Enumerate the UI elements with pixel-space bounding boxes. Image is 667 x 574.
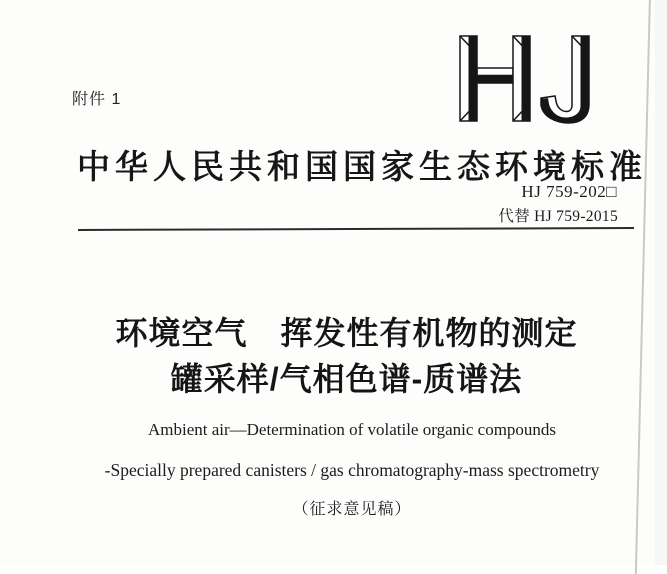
- header-rule: [78, 227, 634, 231]
- chinese-title-line1: 环境空气 挥发性有机物的测定: [115, 315, 578, 351]
- hj-logo: [450, 31, 595, 131]
- draft-status-note: （征求意见稿）: [292, 501, 412, 518]
- standard-number: HJ 759-202□: [521, 182, 617, 201]
- chinese-title: [13, 310, 667, 402]
- chinese-title-line2: 罐采样/气相色谱-质谱法: [170, 361, 523, 397]
- english-title-line2: -Specially prepared canisters / gas chromatography-mass spectrometry: [104, 460, 600, 480]
- attachment-label: 附件 1: [72, 91, 122, 108]
- english-title-line1: Ambient air—Determination of volatile organic compounds: [147, 420, 557, 439]
- standard-heading: 中华人民共和国国家生态环境标准: [77, 150, 647, 186]
- scan-edge-line: [635, 0, 651, 574]
- replaces-note: 代替 HJ 759-2015: [498, 208, 618, 225]
